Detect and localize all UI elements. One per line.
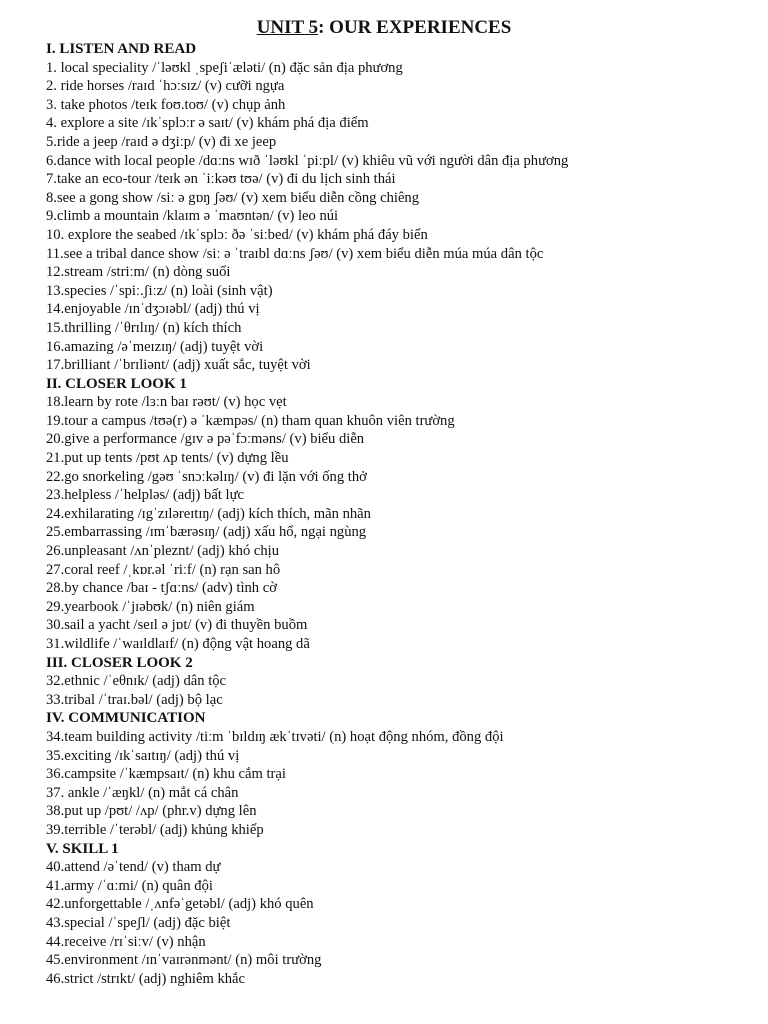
vocab-item: 23.helpless /ˈhelpləs/ (adj) bất lực	[46, 487, 244, 504]
vocab-item: 16.amazing /əˈmeɪzɪŋ/ (adj) tuyệt vời	[46, 338, 264, 355]
vocab-item: 32.ethnic /ˈeθnɪk/ (adj) dân tộc	[46, 673, 227, 690]
section-heading: IV. COMMUNICATION	[46, 710, 206, 727]
vocab-item: 34.team building activity /tiːm ˈbɪldɪŋ ækˈtɪvəti/ (n) hoạt động nhóm, đồng đội	[46, 728, 504, 745]
vocab-item: 39.terrible /ˈterəbl/ (adj) khủng khiếp	[46, 821, 264, 838]
vocab-item: 31.wildlife /ˈwaɪldlaɪf/ (n) động vật hoang dã	[46, 636, 310, 652]
section-heading: III. CLOSER LOOK 2	[46, 654, 193, 671]
vocab-item: 46.strict /strɪkt/ (adj) nghiêm khắc	[46, 970, 245, 987]
vocab-item: 12.stream /striːm/ (n) dòng suối	[46, 264, 231, 281]
vocab-item: 43.special /ˈspeʃl/ (adj) đặc biệt	[46, 914, 231, 931]
vocab-item: 4. explore a site /ɪkˈsplɔːr ə saɪt/ (v) khám phá địa điểm	[46, 115, 369, 132]
title-unit: UNIT 5	[256, 17, 319, 38]
vocab-item: 1. local speciality /ˈləʊkl ˌspeʃiˈæləti/ (n) đặc sản địa phương	[46, 59, 403, 76]
vocab-item: 11.see a tribal dance show /siː ə ˈtraɪbl dɑːns ʃəʊ/ (v) xem biểu diễn múa múa dân tộc	[46, 245, 544, 262]
vocabulary-list	[46, 40, 761, 988]
vocab-item: 28.by chance /baɪ - tʃɑːns/ (adv) tình cờ	[46, 580, 277, 597]
vocab-item: 14.enjoyable /ɪnˈdʒɔɪəbl/ (adj) thú vị	[46, 301, 260, 318]
vocab-item: 22.go snorkeling /gəʊ ˈsnɔːkəlɪŋ/ (v) đi lặn với ống thở	[46, 468, 367, 485]
vocab-item: 36.campsite /ˈkæmpsaɪt/ (n) khu cắm trại	[46, 766, 286, 783]
vocab-item: 15.thrilling /ˈθrɪlɪŋ/ (n) kích thích	[46, 319, 242, 336]
vocab-item: 37. ankle /ˈæŋkl/ (n) mắt cá chân	[46, 784, 239, 801]
vocab-item: 10. explore the seabed /ɪkˈsplɔː ðə ˈsiːbed/ (v) khám phá đáy biển	[46, 226, 428, 243]
section-heading: I. LISTEN AND READ	[46, 41, 197, 57]
vocab-item: 42.unforgettable /ˌʌnfəˈgetəbl/ (adj) khó quên	[46, 896, 314, 913]
vocab-item: 19.tour a campus /tʊə(r) ə ˈkæmpəs/ (n) tham quan khuôn viên trường	[46, 412, 455, 429]
vocab-item: 45.environment /ɪnˈvaɪrənmənt/ (n) môi trường	[46, 952, 322, 969]
vocab-item: 44.receive /rɪˈsiːv/ (v) nhận	[46, 933, 206, 950]
vocab-item: 8.see a gong show /siː ə gɒŋ ʃəʊ/ (v) xem biểu diễn cồng chiêng	[46, 189, 420, 206]
vocab-item: 20.give a performance /gɪv ə pəˈfɔːməns/ (v) biểu diễn	[46, 431, 365, 448]
vocab-item: 40.attend /əˈtend/ (v) tham dự	[46, 859, 221, 876]
vocab-item: 29.yearbook /ˈjɪəbʊk/ (n) niên giám	[46, 598, 255, 615]
vocab-item: 41.army /ˈɑːmi/ (n) quân đội	[46, 877, 213, 894]
vocab-item: 38.put up /pʊt/ /ʌp/ (phr.v) dựng lên	[46, 803, 257, 820]
vocab-item: 5.ride a jeep /raɪd ə dʒiːp/ (v) đi xe jeep	[46, 133, 277, 150]
section-heading: V. SKILL 1	[46, 840, 119, 857]
vocab-item: 35.exciting /ɪkˈsaɪtɪŋ/ (adj) thú vị	[46, 747, 240, 764]
vocab-item: 18.learn by rote /lɜːn baɪ rəʊt/ (v) học vẹt	[46, 394, 287, 411]
vocab-item: 30.sail a yacht /seɪl ə jɒt/ (v) đi thuyền buồm	[46, 617, 308, 634]
vocab-item: 33.tribal /ˈtraɪ.bəl/ (adj) bộ lạc	[46, 691, 223, 708]
vocab-item: 9.climb a mountain /klaɪm ə ˈmaʊntən/ (v) leo núi	[46, 208, 339, 225]
vocab-item: 27.coral reef /ˌkɒr.əl ˈriːf/ (n) rạn san hô	[46, 561, 281, 578]
title-topic: : OUR EXPERIENCES	[318, 17, 512, 38]
vocab-item: 17.brilliant /ˈbrɪliənt/ (adj) xuất sắc, tuyệt vời	[46, 357, 311, 374]
page-title	[0, 16, 768, 40]
vocab-item: 26.unpleasant /ʌnˈpleznt/ (adj) khó chịu	[46, 543, 280, 560]
vocab-item: 21.put up tents /pʊt ʌp tents/ (v) dựng lều	[46, 450, 289, 467]
vocab-item: 3. take photos /teɪk foʊ.toʊ/ (v) chụp ảnh	[46, 96, 286, 113]
vocab-item: 2. ride horses /raɪd ˈhɔːsɪz/ (v) cưỡi ngựa	[46, 78, 285, 95]
vocab-item: 13.species /ˈspiː.ʃiːz/ (n) loài (sinh vật)	[46, 282, 273, 299]
section-heading: II. CLOSER LOOK 1	[46, 375, 187, 392]
vocab-item: 6.dance with local people /dɑːns wɪð ˈləʊkl ˈpiːpl/ (v) khiêu vũ với người dân địa phương	[46, 152, 569, 169]
vocab-item: 7.take an eco-tour /teɪk ən ˈiːkəʊ tʊə/ (v) đi du lịch sinh thái	[46, 171, 396, 188]
vocab-item: 25.embarrassing /ɪmˈbærəsɪŋ/ (adj) xấu hổ, ngại ngùng	[46, 524, 367, 541]
vocab-item: 24.exhilarating /ɪgˈzɪləreɪtɪŋ/ (adj) kích thích, mãn nhãn	[46, 505, 371, 522]
